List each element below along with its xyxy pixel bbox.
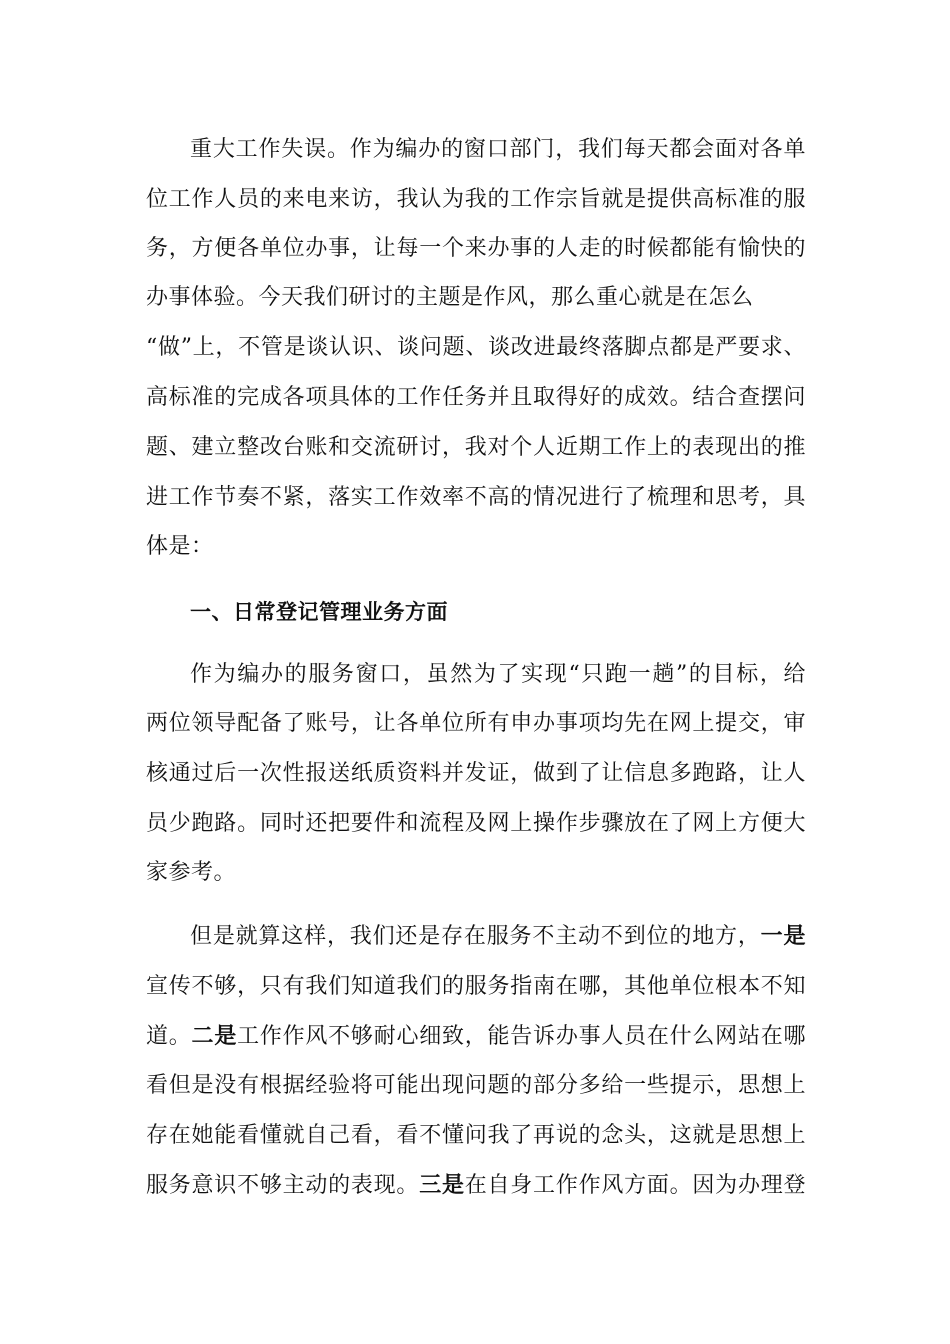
paragraph-line: 员少跑路。同时还把要件和流程及网上操作步骤放在了网上方便大 <box>146 811 806 836</box>
line-text: 在自身工作作风方面。因为办理登 <box>464 1173 806 1198</box>
line-text: 工作作风不够耐心细致，能告诉办事人员在什么网站在哪 <box>237 1024 806 1049</box>
paragraph-line: 题、建立整改台账和交流研讨，我对个人近期工作上的表现出的推 <box>146 435 806 460</box>
paragraph-line: 家参考。 <box>146 860 237 885</box>
paragraph-line: 作为编办的服务窗口，虽然为了实现“只跑一趟”的目标，给 <box>190 662 806 687</box>
paragraph-line: 两位领导配备了账号，让各单位所有申办事项均先在网上提交，审 <box>146 711 806 736</box>
paragraph-line <box>146 1017 806 1057</box>
bold-marker: 一是 <box>760 924 806 949</box>
paragraph-line <box>190 917 806 957</box>
paragraph-line: 高标准的完成各项具体的工作任务并且取得好的成效。结合查摆问 <box>146 385 806 410</box>
paragraph-line: 核通过后一次性报送纸质资料并发证，做到了让信息多跑路，让人 <box>146 761 806 786</box>
paragraph-line: 进工作节奏不紧，落实工作效率不高的情况进行了梳理和思考，具 <box>146 485 806 510</box>
paragraph-line: “做”上，不管是谈认识、谈问题、谈改进最终落脚点都是严要求、 <box>146 335 806 360</box>
paragraph-line: 体是： <box>146 534 214 559</box>
section-heading: 一、日常登记管理业务方面 <box>190 600 448 624</box>
paragraph-line <box>146 1166 806 1206</box>
bold-marker: 二是 <box>191 1024 238 1049</box>
paragraph-line: 存在她能看懂就自己看，看不懂问我了再说的念头，这就是思想上 <box>146 1123 806 1148</box>
paragraph-line: 位工作人员的来电来访，我认为我的工作宗旨就是提供高标准的服 <box>146 187 806 212</box>
paragraph-line: 办事体验。今天我们研讨的主题是作风，那么重心就是在怎么 <box>146 285 754 310</box>
line-text: 服务意识不够主动的表现。 <box>146 1173 420 1198</box>
paragraph-line: 重大工作失误。作为编办的窗口部门，我们每天都会面对各单 <box>190 137 806 162</box>
line-text: 道。 <box>146 1024 192 1049</box>
bold-marker: 三是 <box>419 1173 465 1198</box>
paragraph-line: 宣传不够，只有我们知道我们的服务指南在哪，其他单位根本不知 <box>146 974 806 999</box>
line-text: 但是就算这样，我们还是存在服务不主动不到位的地方， <box>190 924 761 949</box>
paragraph-line: 看但是没有根据经验将可能出现问题的部分多给一些提示，思想上 <box>146 1073 806 1098</box>
paragraph-line: 务，方便各单位办事，让每一个来办事的人走的时候都能有愉快的 <box>146 236 806 261</box>
